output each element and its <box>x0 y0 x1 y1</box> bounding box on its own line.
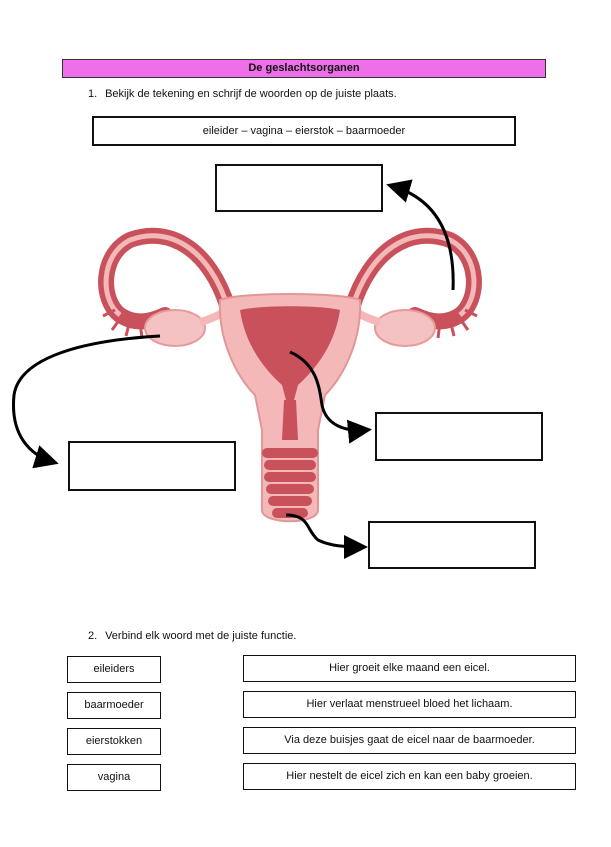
function-box-2[interactable]: Hier verlaat menstrueel bloed het lichaam. <box>243 691 576 718</box>
fallopian-tube-right <box>352 236 474 322</box>
answer-box-ovary[interactable] <box>68 441 236 491</box>
word-box-eileiders[interactable]: eileiders <box>67 656 161 683</box>
ovary-left <box>145 310 205 346</box>
question-1-number: 1. <box>88 88 98 100</box>
answer-box-vagina[interactable] <box>368 521 536 569</box>
cervix <box>282 400 298 440</box>
question-2-text: Verbind elk woord met de juiste functie. <box>105 630 297 642</box>
answer-box-uterus[interactable] <box>375 412 543 461</box>
word-bank: eileider – vagina – eierstok – baarmoeder <box>92 116 516 146</box>
ovary-right <box>375 310 435 346</box>
function-box-3[interactable]: Via deze buisjes gaat de eicel naar de baarmoeder. <box>243 727 576 754</box>
question-2 <box>88 630 296 642</box>
function-box-1[interactable]: Hier groeit elke maand een eicel. <box>243 655 576 682</box>
word-box-eierstokken[interactable]: eierstokken <box>67 728 161 755</box>
question-2-number: 2. <box>88 630 98 642</box>
function-box-4[interactable]: Hier nestelt de eicel zich en kan een baby groeien. <box>243 763 576 790</box>
word-box-baarmoeder[interactable]: baarmoeder <box>67 692 161 719</box>
question-1-text: Bekijk de tekening en schrijf de woorden op de juiste plaats. <box>105 88 397 100</box>
fallopian-tube-left <box>106 236 228 322</box>
word-box-vagina[interactable]: vagina <box>67 764 161 791</box>
page-title: De geslachtsorganen <box>62 59 546 78</box>
answer-box-fallopian-tube[interactable] <box>215 164 383 212</box>
